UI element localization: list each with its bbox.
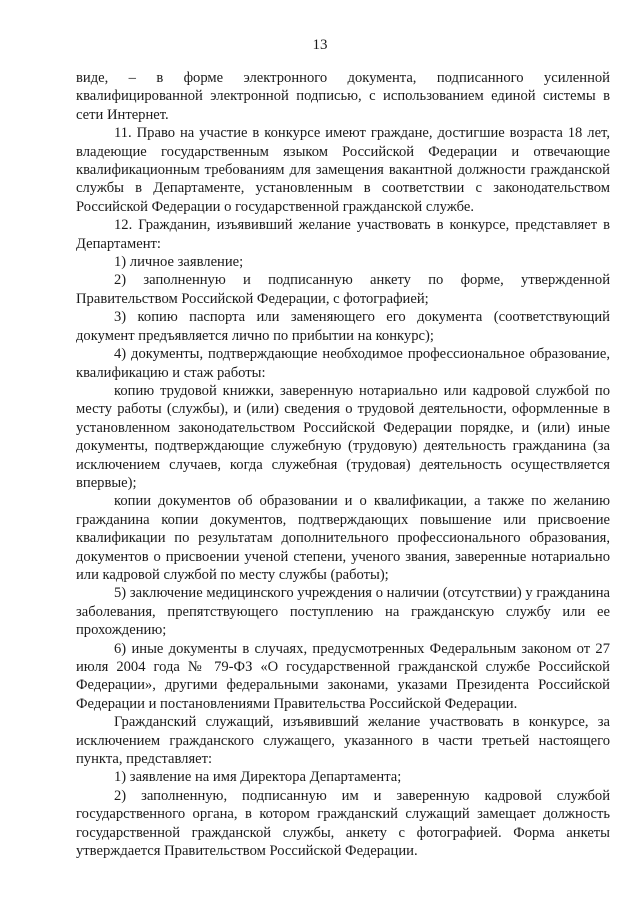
document-body — [76, 69, 610, 860]
paragraph-continuation: виде, – в форме электронного документа, подписанного усиленной квалифицированной электронной подписью, с использованием единой системы в сети Интернет. — [76, 70, 610, 123]
list-item-application: 1) заявление на имя Директора Департамента; — [114, 769, 402, 786]
sub-item-employment-record: копию трудовой книжки, заверенную нотариально или кадровой службой по месту работы (службы), и (или) сведения о трудовой деятельности, оформленные в установленном законодательством Российской Федерации порядке, и (или) иные документы, подтверждающие служебную (трудовую) деятельность гражданина (за исключением случаев, когда служебная (трудовая) деятельность осуществляется впервые); — [76, 382, 610, 491]
list-item-medical-certificate: 5) заключение медицинского учреждения о наличии (отсутствии) у гражданина заболевания, препятствующего поступлению на гражданскую службу или ее прохождению; — [76, 585, 610, 639]
list-item-personal-statement: 1) личное заявление; — [114, 254, 244, 271]
paragraph-item-11: 11. Право на участие в конкурсе имеют граждане, достигшие возраста 18 лет, владеющие государственным языком Российской Федерации и отвечающие квалификационным требованиям для замещения вакантной должности гражданской службы в Департаменте, установленным в соответствии с законодательством Российской Федерации о государственной гражданской службе. — [76, 125, 610, 215]
list-item-education-documents: 4) документы, подтверждающие необходимое профессиональное образование, квалификацию и стаж работы: — [76, 346, 610, 381]
list-item-passport-copy: 3) копию паспорта или заменяющего его документа (соответствующий документ предъявляется лично по прибытии на конкурс); — [76, 309, 610, 344]
paragraph-item-12: 12. Гражданин, изъявивший желание участвовать в конкурсе, представляет в Департамент: — [76, 217, 610, 252]
list-item-certified-questionnaire: 2) заполненную, подписанную им и заверенную кадровой службой государственного органа, в котором гражданский служащий замещает должность государственной гражданской службы, анкету с фотографией. Форма анкеты утверждается Правительством Российской Федерации. — [76, 787, 610, 860]
page-number: 13 — [312, 37, 328, 53]
list-item-other-documents: 6) иные документы в случаях, предусмотренных Федеральным законом от 27 июля 2004 года № 79-ФЗ «О государственной гражданской службе Российской Федерации», другими федеральными законами, указами Президента Российской Федерации и постановлениями Правительства Российской Федерации. — [76, 640, 610, 712]
paragraph-civil-servant: Гражданский служащий, изъявивший желание участвовать в конкурсе, за исключением гражданского служащего, указанного в части третьей настоящего пункта, представляет: — [76, 714, 610, 768]
list-item-questionnaire: 2) заполненную и подписанную анкету по форме, утвержденной Правительством Российской Федерации, с фотографией; — [76, 272, 610, 307]
sub-item-education-copies: копии документов об образовании и о квалификации, а также по желанию гражданина копии документов, подтверждающих повышение или присвоение квалификации по результатам дополнительного профессионального образования, документов о присвоении ученой степени, ученого звания, заверенные нотариально или кадровой службой по месту службы (работы); — [76, 493, 610, 583]
